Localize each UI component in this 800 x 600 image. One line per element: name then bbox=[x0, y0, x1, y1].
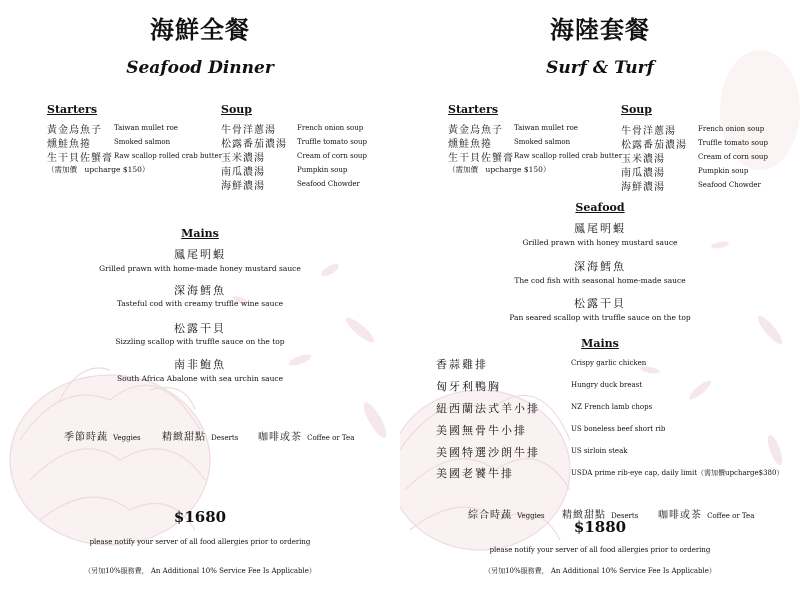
extra-zh: 綜合時蔬 bbox=[468, 510, 512, 521]
soup-zh: 海鮮濃湯 bbox=[621, 182, 665, 193]
extra-en: Deserts bbox=[211, 434, 239, 442]
soup-zh: 玉米濃湯 bbox=[221, 153, 265, 164]
main-dish-zh: 紐西蘭法式羊小排 bbox=[436, 402, 540, 415]
mains-heading: Mains bbox=[181, 227, 219, 240]
soup-en: Seafood Chowder bbox=[297, 180, 360, 188]
starter-zh: 黃金烏魚子 bbox=[47, 125, 102, 136]
main-dish-zh: 松露干貝 bbox=[174, 322, 226, 335]
extra-en: Deserts bbox=[611, 512, 639, 520]
main-dish-zh: 美國老饕牛排 bbox=[436, 467, 514, 480]
soup-en: Cream of corn soup bbox=[698, 153, 768, 161]
main-dish-en: NZ French lamb chops bbox=[571, 403, 653, 411]
extra-en: Coffee or Tea bbox=[707, 512, 755, 520]
main-dish-en: USDA prime rib-eye cap, daily limit（需加價upcharge$380） bbox=[571, 469, 784, 477]
soup-en: Cream of corn soup bbox=[297, 152, 367, 160]
main-dish-en: Sizzling scallop with truffle sauce on the top bbox=[115, 337, 285, 346]
starters-heading: Starters bbox=[47, 103, 98, 116]
extra-zh: 季節時蔬 bbox=[64, 432, 108, 443]
menu-title-zh: 海陸套餐 bbox=[550, 15, 650, 44]
main-dish-en: Crispy garlic chicken bbox=[571, 359, 647, 367]
extra-item bbox=[162, 425, 238, 444]
main-dish-en: Tasteful cod with creamy truffle wine sauce bbox=[116, 299, 284, 308]
service-fee-note: （另加10%服務費， An Additional 10% Service Fee Is Applicable） bbox=[484, 567, 716, 575]
extra-en: Veggies bbox=[113, 434, 141, 442]
menu-title-en: Seafood Dinner bbox=[126, 58, 274, 78]
soup-en: French onion soup bbox=[698, 125, 765, 133]
starter-en: Taiwan mullet roe bbox=[514, 124, 578, 132]
seafood-dish-zh: 松露干貝 bbox=[574, 297, 626, 310]
main-dish-zh: 匈牙利鴨胸 bbox=[436, 380, 501, 393]
soup-zh: 松露番茄濃湯 bbox=[221, 139, 287, 150]
extra-zh: 咖啡或茶 bbox=[658, 510, 702, 521]
starter-en: Raw scallop rolled crab butter bbox=[514, 152, 623, 160]
main-dish-zh: 鳳尾明蝦 bbox=[174, 248, 226, 261]
soup-heading: Soup bbox=[621, 103, 652, 116]
soup-heading: Soup bbox=[221, 103, 252, 116]
soup-zh: 南瓜濃湯 bbox=[621, 168, 665, 179]
allergy-note: please notify your server of all food allergies prior to ordering bbox=[489, 546, 711, 554]
starter-en: Smoked salmon bbox=[114, 138, 171, 146]
starter-zh: 生干貝佐蟹膏 bbox=[448, 153, 514, 164]
starter-zh: 生干貝佐蟹膏 bbox=[47, 153, 113, 164]
starter-upcharge: （需加價 upcharge $150） bbox=[448, 165, 551, 174]
extra-zh: 咖啡或茶 bbox=[258, 432, 302, 443]
soup-en: Pumpkin soup bbox=[698, 167, 749, 175]
starter-zh: 燻鮭魚捲 bbox=[448, 139, 492, 150]
extra-item bbox=[64, 425, 141, 444]
set-price: $1880 bbox=[573, 518, 627, 536]
extra-en: Veggies bbox=[517, 512, 545, 520]
soup-en: Truffle tomato soup bbox=[297, 138, 367, 146]
starter-en: Raw scallop rolled crab butter bbox=[114, 152, 223, 160]
mains-heading: Mains bbox=[581, 337, 619, 350]
seafood-dish-zh: 深海鱈魚 bbox=[574, 260, 626, 273]
main-dish-en: South Africa Abalone with sea urchin sauce bbox=[116, 374, 284, 383]
seafood-dish-en: The cod fish with seasonal home-made sauce bbox=[514, 276, 686, 285]
soup-en: Truffle tomato soup bbox=[698, 139, 768, 147]
soup-zh: 松露番茄濃湯 bbox=[621, 140, 687, 151]
allergy-note: please notify your server of all food allergies prior to ordering bbox=[89, 538, 311, 546]
seafood-dish-zh: 鳳尾明蝦 bbox=[574, 222, 626, 235]
starters-heading: Starters bbox=[448, 103, 499, 116]
service-fee-note: （另加10%服務費， An Additional 10% Service Fee Is Applicable） bbox=[84, 567, 316, 575]
starter-en: Smoked salmon bbox=[514, 138, 571, 146]
main-dish-en: Hungry duck breast bbox=[571, 381, 643, 389]
extra-zh: 精緻甜點 bbox=[562, 510, 606, 521]
main-dish-zh: 南非鮑魚 bbox=[174, 358, 226, 371]
starter-zh: 燻鮭魚捲 bbox=[47, 139, 91, 150]
starter-zh: 黃金烏魚子 bbox=[448, 125, 503, 136]
menu-title-en: Surf & Turf bbox=[546, 58, 654, 78]
soup-zh: 牛骨洋蔥湯 bbox=[221, 125, 276, 136]
starter-en: Taiwan mullet roe bbox=[114, 124, 178, 132]
extra-en: Coffee or Tea bbox=[307, 434, 355, 442]
main-dish-zh: 美國無骨牛小排 bbox=[436, 424, 527, 437]
main-dish-en: US sirloin steak bbox=[571, 447, 628, 455]
extra-item bbox=[258, 425, 354, 444]
soup-en: Seafood Chowder bbox=[698, 181, 761, 189]
soup-zh: 牛骨洋蔥湯 bbox=[621, 126, 676, 137]
seafood-dish-en: Pan seared scallop with truffle sauce on the top bbox=[509, 313, 691, 322]
soup-zh: 海鮮濃湯 bbox=[221, 181, 265, 192]
main-dish-zh: 美國特選沙朗牛排 bbox=[436, 446, 540, 459]
main-dish-en: Grilled prawn with home-made honey mustard sauce bbox=[99, 264, 301, 273]
menu-page-surf-and-turf bbox=[400, 0, 800, 600]
extra-zh: 精緻甜點 bbox=[162, 432, 206, 443]
soup-en: Pumpkin soup bbox=[297, 166, 348, 174]
main-dish-zh: 香蒜雞排 bbox=[436, 358, 488, 371]
seafood-dish-en: Grilled prawn with honey mustard sauce bbox=[522, 238, 678, 247]
seafood-heading: Seafood bbox=[575, 201, 625, 214]
soup-zh: 玉米濃湯 bbox=[621, 154, 665, 165]
main-dish-en: US boneless beef short rib bbox=[571, 425, 666, 433]
soup-zh: 南瓜濃湯 bbox=[221, 167, 265, 178]
set-price: $1680 bbox=[173, 508, 227, 526]
starter-upcharge: （需加價 upcharge $150） bbox=[47, 165, 150, 174]
soup-en: French onion soup bbox=[297, 124, 364, 132]
menu-title-zh: 海鮮全餐 bbox=[150, 15, 250, 44]
main-dish-zh: 深海鱈魚 bbox=[174, 284, 226, 297]
